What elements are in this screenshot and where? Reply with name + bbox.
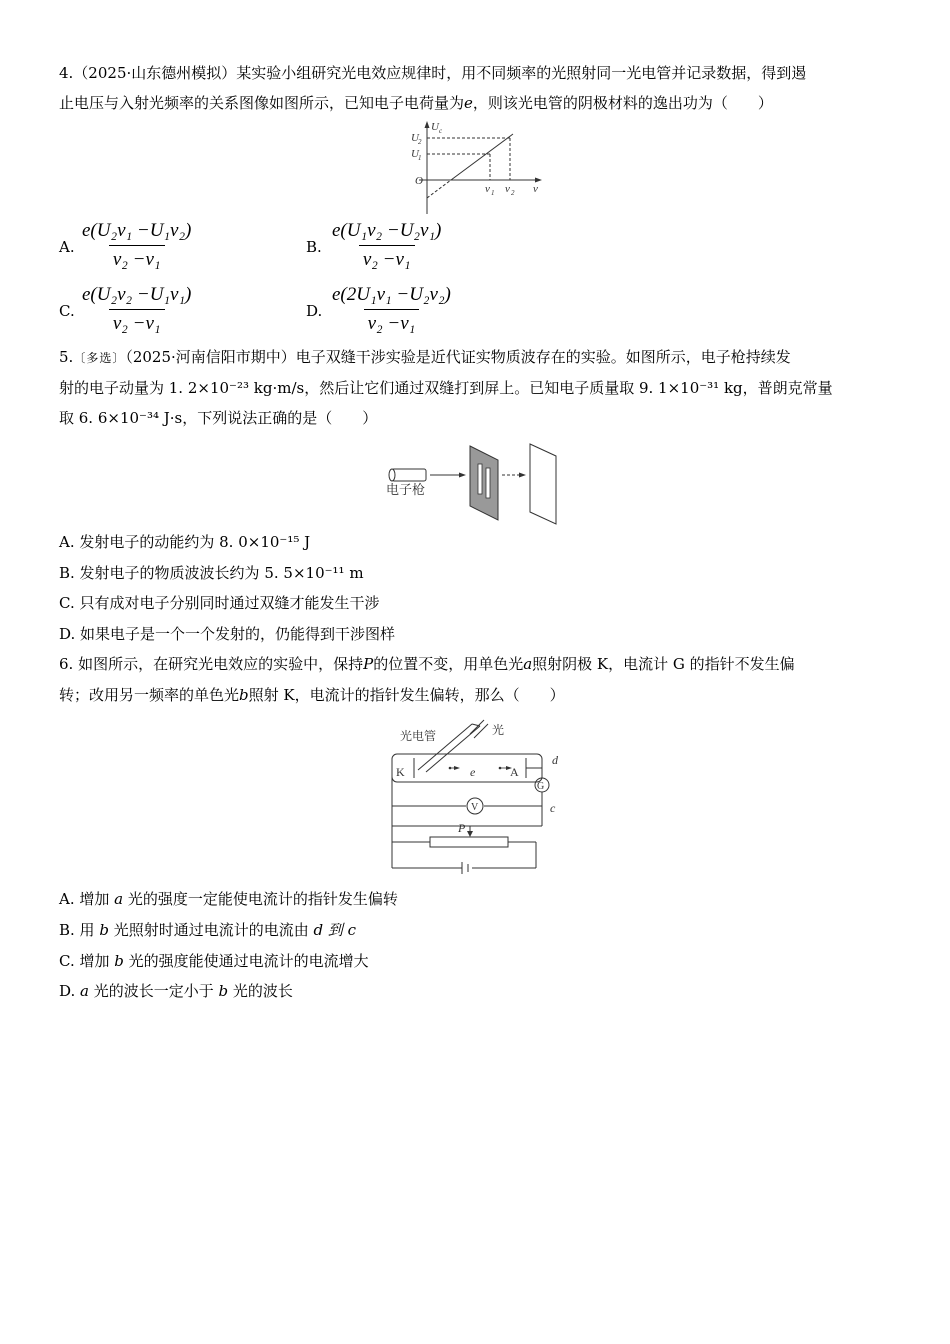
q4-charge-symbol: e bbox=[464, 94, 473, 112]
q6-var-a: a bbox=[523, 655, 533, 673]
q4-option-d-numerator: e(2U₁v₁ −U₂v₂) bbox=[332, 284, 451, 305]
q6-g-label: G bbox=[537, 781, 545, 792]
q4-option-b-label[interactable]: B. bbox=[306, 238, 322, 256]
svg-text:1: 1 bbox=[491, 189, 495, 197]
q5-option-c[interactable]: C. 只有成对电子分别同时通过双缝才能发生干涉 bbox=[59, 594, 380, 612]
q6-e-label: e bbox=[470, 765, 476, 779]
q6-opt-b-text: B. 用 bbox=[59, 921, 100, 939]
q6-p-label: P bbox=[458, 821, 466, 835]
q6-opt-c-text: C. 增加 bbox=[59, 952, 115, 970]
q6-opt-d-var2: b bbox=[218, 982, 229, 1000]
q5-stem-text: （2025·河南信阳市期中）电子双缝干涉实验是近代证实物质波存在的实验。如图所示，电子枪持续发 bbox=[125, 348, 791, 366]
q6-opt-b-var2: d bbox=[313, 921, 324, 939]
q4-option-d-label[interactable]: D. bbox=[306, 302, 323, 320]
q5-stem-line1 bbox=[59, 346, 791, 369]
q4-option-a-denominator: v₂ −v₁ bbox=[109, 245, 165, 271]
q6-opt-b-text2: 光照射时通过电流计的电流由 bbox=[108, 921, 314, 939]
q4-option-d-denominator: v₂ −v₁ bbox=[364, 309, 420, 335]
q6-d-label: d bbox=[552, 753, 558, 767]
q5-multi-tag: 〔多选〕 bbox=[73, 351, 126, 365]
q6-stem-text-3: 照射阴极 K，电流计 G 的指针不发生偏 bbox=[532, 655, 795, 673]
q6-opt-a-var: a bbox=[114, 890, 124, 908]
svg-text:2: 2 bbox=[511, 189, 515, 197]
q5-diagram bbox=[380, 436, 570, 528]
q4-option-c-denominator: v₂ −v₁ bbox=[109, 309, 165, 335]
q4-option-b-denominator: v₂ −v₁ bbox=[359, 245, 415, 271]
q6-a-label: A bbox=[510, 765, 519, 779]
q6-stem-line1 bbox=[59, 653, 795, 675]
q6-opt-a-text: A. 增加 bbox=[59, 890, 115, 908]
q6-opt-c-text2: 光的强度能使通过电流计的电流增大 bbox=[123, 952, 369, 970]
q4-option-c-numerator: e(U₂v₂ −U₁v₁) bbox=[82, 284, 192, 305]
q4-option-b-fraction[interactable] bbox=[330, 220, 443, 271]
q5-option-a[interactable]: A. 发射电子的动能约为 8. 0×10⁻¹⁵ J bbox=[59, 533, 311, 551]
q4-option-a-fraction[interactable] bbox=[80, 220, 193, 271]
q4-option-a-label[interactable]: A. bbox=[59, 238, 75, 256]
q6-option-a[interactable] bbox=[59, 888, 398, 910]
q6-c-label: c bbox=[550, 801, 556, 815]
q6-stem-line2 bbox=[59, 684, 565, 706]
q4-axis-nu: ν bbox=[533, 183, 538, 195]
q6-v-label: V bbox=[471, 802, 479, 813]
q4-graph bbox=[405, 118, 555, 216]
svg-text:1: 1 bbox=[418, 154, 422, 162]
q4-stem-line2 bbox=[59, 92, 773, 114]
q6-opt-d-text2: 光的波长一定小于 bbox=[88, 982, 219, 1000]
q6-var-b: b bbox=[239, 686, 249, 704]
q4-stem-text: 止电压与入射光频率的关系图像如图所示，已知电子电荷量为 bbox=[59, 94, 465, 112]
q4-option-c-fraction[interactable] bbox=[80, 284, 193, 335]
q5-option-d[interactable]: D. 如果电子是一个一个发射的，仍能得到干涉图样 bbox=[59, 625, 396, 643]
svg-text:2: 2 bbox=[418, 138, 422, 146]
q6-stem-text-5: 照射 K，电流计的指针发生偏转，那么（ ） bbox=[248, 686, 565, 704]
q4-label-u2: U bbox=[411, 132, 419, 144]
q6-tube-label: 光电管 bbox=[400, 729, 437, 743]
q6-stem-text-4: 转；改用另一频率的单色光 bbox=[59, 686, 240, 704]
q4-option-a-numerator: e(U₂v₁ −U₁v₂) bbox=[82, 220, 192, 241]
q4-option-c-label[interactable]: C. bbox=[59, 302, 75, 320]
q6-opt-b-text3: 到 c bbox=[323, 921, 357, 939]
q4-label-nu1: ν bbox=[485, 183, 490, 195]
q6-circuit bbox=[388, 716, 573, 878]
q6-light-label: 光 bbox=[492, 723, 505, 737]
q6-var-p: P bbox=[363, 655, 374, 673]
q5-gun-label: 电子枪 bbox=[386, 482, 426, 497]
q6-k-label: K bbox=[396, 765, 405, 779]
q4-origin: O bbox=[415, 175, 423, 187]
q4-option-d-fraction[interactable] bbox=[330, 284, 453, 335]
q5-stem-line3: 取 6. 6×10⁻³⁴ J·s，下列说法正确的是（ ） bbox=[59, 409, 378, 427]
q6-opt-a-text2: 光的强度一定能使电流计的指针发生偏转 bbox=[123, 890, 398, 908]
q6-opt-b-var: b bbox=[99, 921, 109, 939]
q6-opt-d-text3: 光的波长 bbox=[228, 982, 293, 1000]
q4-option-b-numerator: e(U₁v₂ −U₂v₁) bbox=[332, 220, 442, 241]
q5-number: 5. bbox=[59, 348, 74, 366]
q4-label-u1: U bbox=[411, 148, 419, 160]
q4-axis-uc: U bbox=[431, 121, 439, 133]
q5-option-b[interactable]: B. 发射电子的物质波波长约为 5. 5×10⁻¹¹ m bbox=[59, 564, 364, 582]
q4-stem-question: ，则该光电管的阴极材料的逸出功为（ ） bbox=[472, 94, 773, 112]
q6-stem-text-1: 6. 如图所示，在研究光电效应的实验中，保持 bbox=[59, 655, 364, 673]
q6-option-d[interactable] bbox=[59, 980, 293, 1002]
q6-stem-text-2: 的位置不变，用单色光 bbox=[373, 655, 524, 673]
q4-label-nu2: ν bbox=[505, 183, 510, 195]
svg-text:c: c bbox=[439, 127, 443, 135]
q6-option-b[interactable] bbox=[59, 919, 356, 941]
q4-stem-line1: 4.（2025·山东德州模拟）某实验小组研究光电效应规律时，用不同频率的光照射同一光电管并记录数据，得到遏 bbox=[59, 64, 807, 82]
q6-option-c[interactable] bbox=[59, 950, 369, 972]
q6-opt-d-text: D. bbox=[59, 982, 81, 1000]
q5-stem-line2: 射的电子动量为 1. 2×10⁻²³ kg·m/s，然后让它们通过双缝打到屏上。已知电子质量取 9. 1×10⁻³¹ kg，普朗克常量 bbox=[59, 379, 833, 397]
q6-opt-d-var: a bbox=[80, 982, 89, 1000]
q6-opt-c-var: b bbox=[114, 952, 124, 970]
